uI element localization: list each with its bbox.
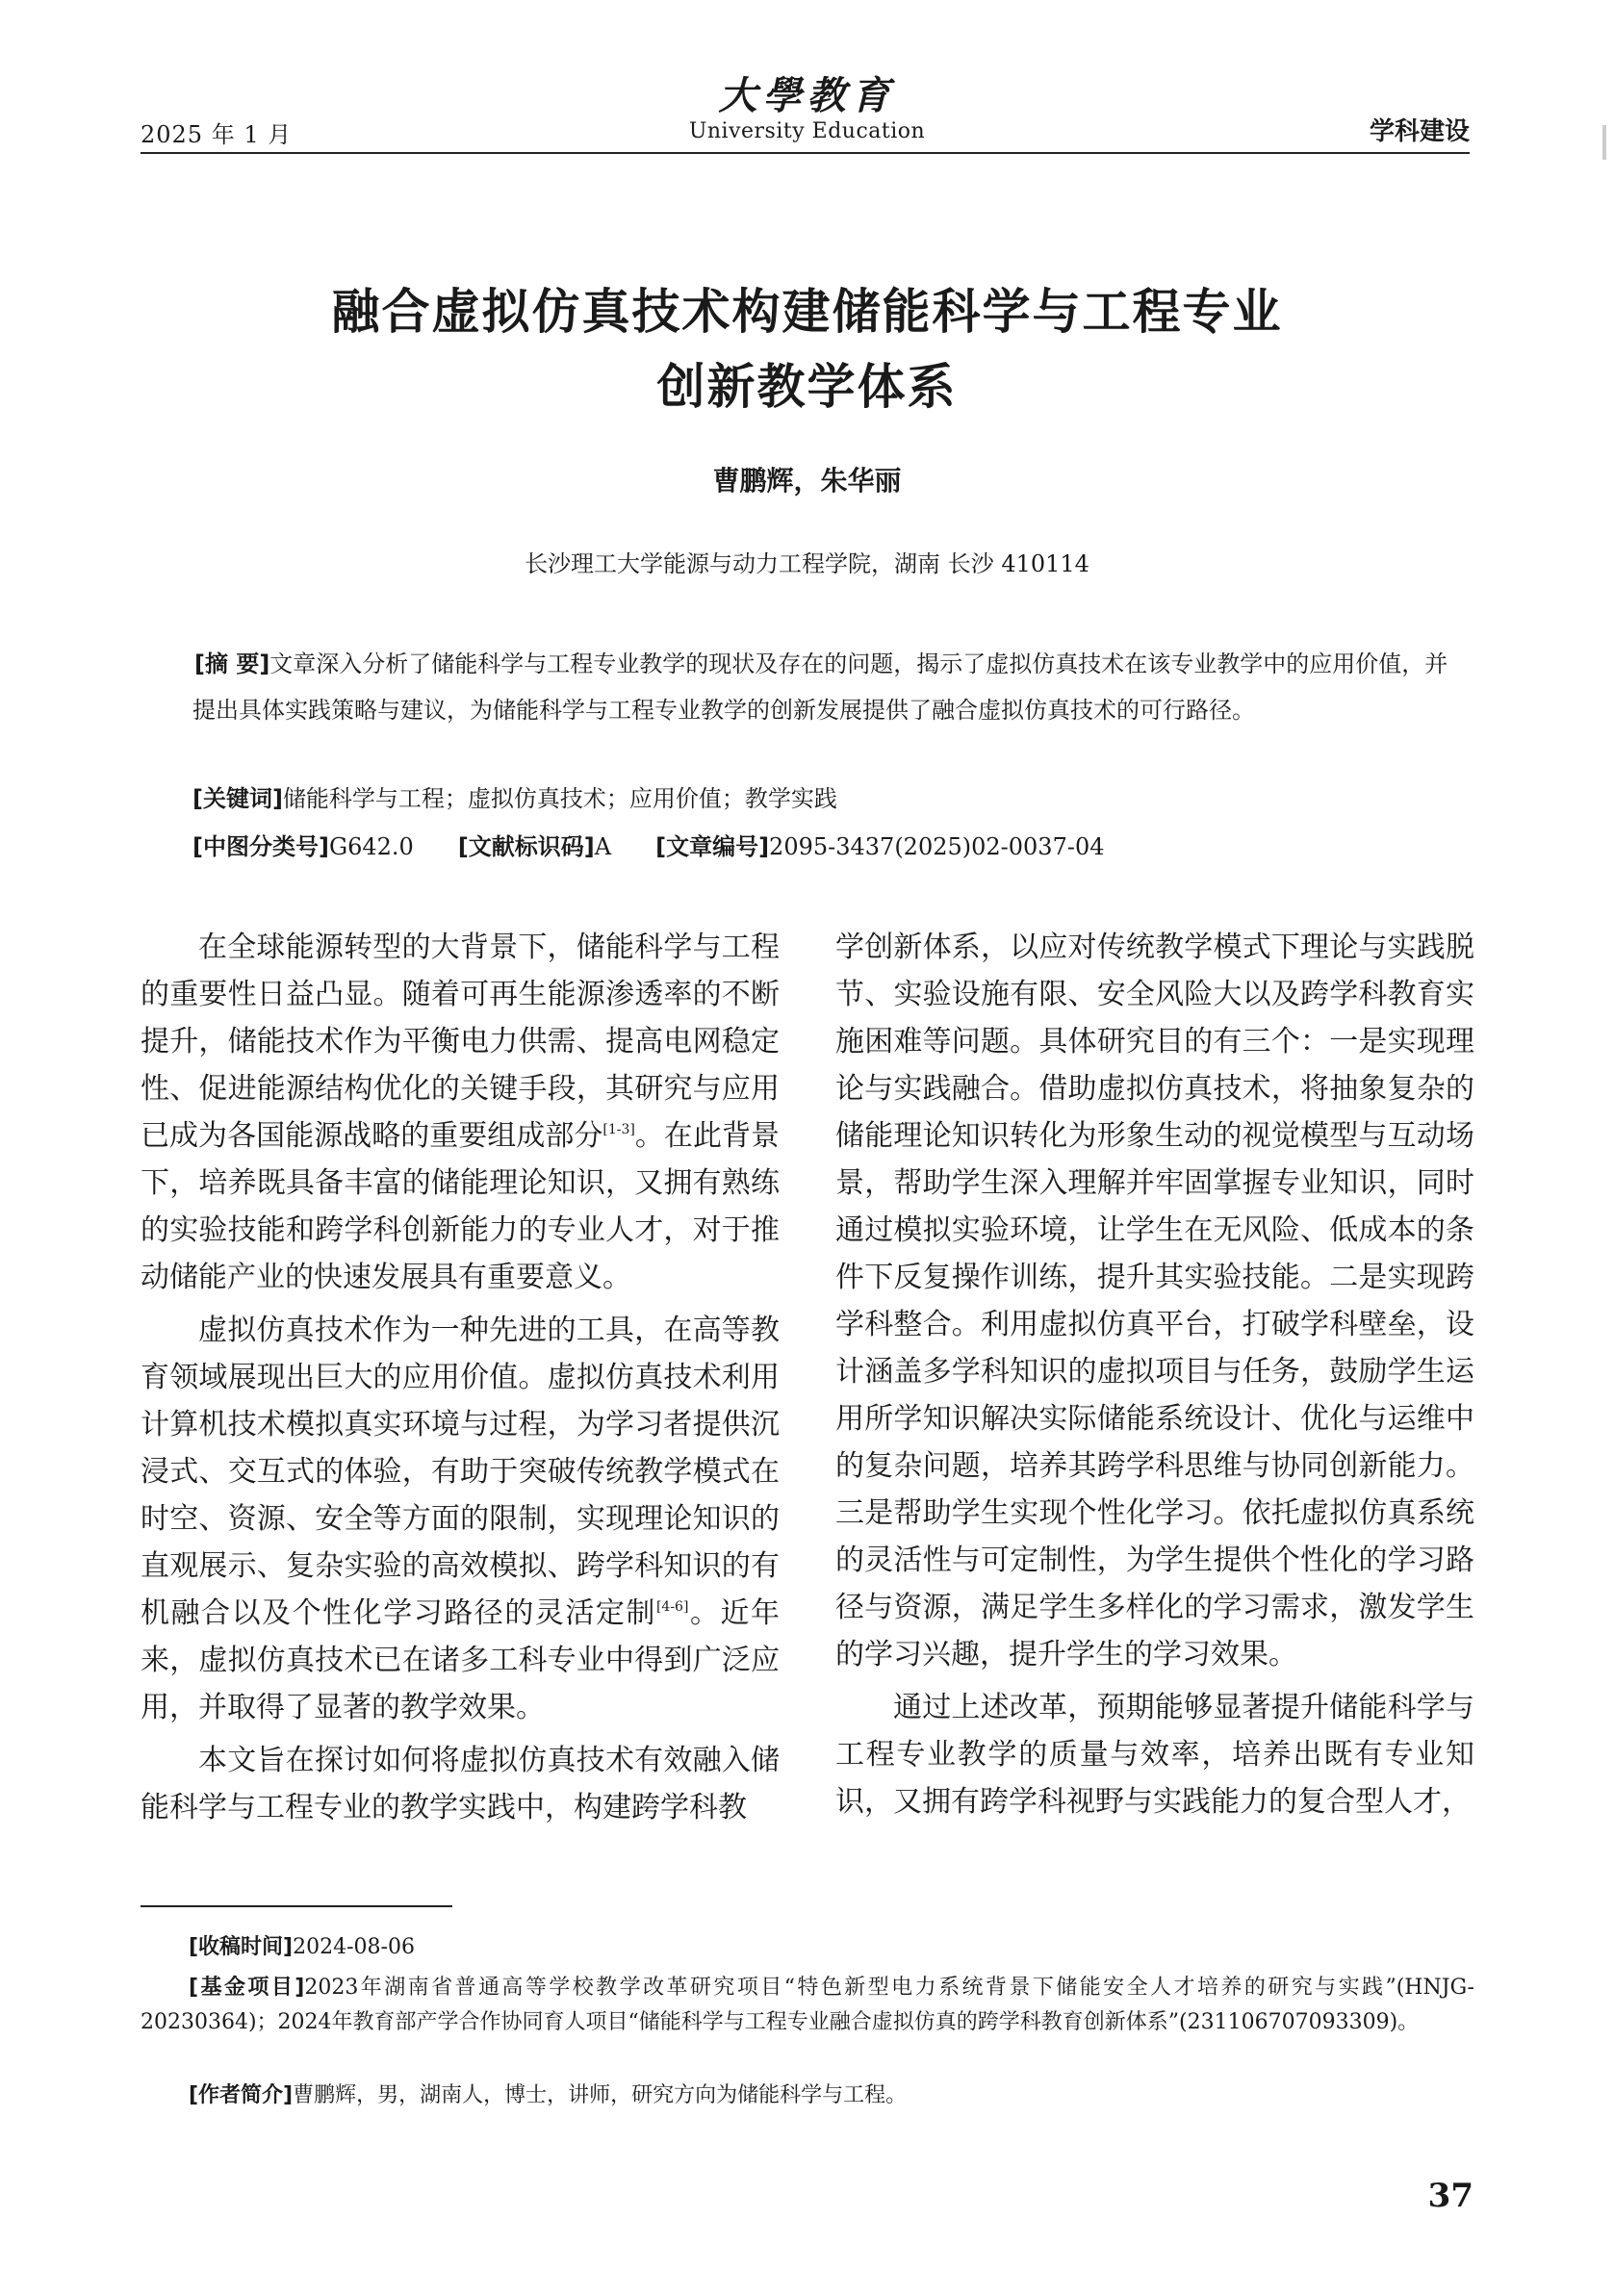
citation-ref: [1-3] — [602, 1122, 635, 1137]
footnote-fund — [141, 1971, 1474, 2040]
body-paragraph: 通过上述改革，预期能够显著提升储能科学与工程专业教学的质量与效率，培养出既有专业知识，又拥有跨学科视野与实践能力的复合型人才， — [835, 1691, 1474, 1819]
article-no-label: [文章编号] — [655, 833, 770, 860]
body-column-right — [835, 924, 1474, 1831]
doc-code-label: [文献标识码] — [457, 833, 595, 860]
paragraph-text: 在全球能源转型的大背景下，储能科学与工程的重要性日益凸显。随着可再生能源渗透率的不断提升，储能技术作为平衡电力供需、提高电网稳定性、促进能源结构优化的关键手段，其研究与应用已成为各国能源战略的重要组成部分 — [141, 931, 780, 1153]
footnote-received — [141, 1930, 1474, 1965]
article-no-value: 2095-3437(2025)02-0037-04 — [769, 833, 1105, 860]
journal-logo: 大學教育 — [718, 73, 896, 118]
section-name: 学科建设 — [1369, 117, 1470, 146]
body-paragraph — [141, 1307, 780, 1731]
classification-line — [192, 828, 1105, 861]
abstract — [192, 641, 1465, 733]
abstract-text: 文章深入分析了储能科学与工程专业教学的现状及存在的问题，揭示了虚拟仿真技术在该专业教学中的应用价值，并提出具体实践策略与建议，为储能科学与工程专业教学的创新发展提供了融合虚拟仿真技术的可行路径。 — [192, 651, 1448, 724]
page-edge-mark — [1602, 125, 1606, 160]
footnote-author — [141, 2079, 1474, 2113]
doc-code-value: A — [594, 833, 612, 860]
author-bio-label: [作者简介] — [189, 2083, 294, 2107]
received-label: [收稿时间] — [189, 1935, 294, 1959]
clc-value: G642.0 — [328, 833, 414, 860]
journal-english-name: University Education — [688, 119, 926, 143]
paragraph-text: 。近年来，虚拟仿真技术已在诸多工科专业中得到广泛应用，并取得了显著的教学效果。 — [141, 1596, 781, 1724]
received-date: 2024-08-06 — [293, 1935, 415, 1959]
article-authors: 曹鹏辉，朱华丽 — [712, 465, 902, 497]
body-paragraph: 学创新体系，以应对传统教学模式下理论与实践脱节、实验设施有限、安全风险大以及跨学科教育实施困难等问题。具体研究目的有三个：一是实现理论与实践融合。借助虚拟仿真技术，将抽象复杂的储能理论知识转化为形象生动的视觉模型与互动场景，帮助学生深入理解并牢固掌握专业知识，同时通过模拟实验环境，让学生在无风险、低成本的条件下反复操作训练，提升其实验技能。二是实现跨学科整合。利用虚拟仿真平台，打破学科壁垒，设计涵盖多学科知识的虚拟项目与任务，鼓励学生运用所学知识解决实际储能系统设计、优化与运维中的复杂问题，培养其跨学科思维与协同创新能力。三是帮助学生实现个性化学习。依托虚拟仿真系统的灵活性与可定制性，为学生提供个性化的学习路径与资源，满足学生多样化的学习需求，激发学生的学习兴趣，提升学生的学习效果。 — [835, 931, 1474, 1671]
clc-label: [中图分类号] — [192, 833, 329, 860]
citation-ref: [4-6] — [655, 1599, 689, 1615]
body-paragraph — [141, 924, 780, 1301]
fund-label: [基金项目] — [189, 1976, 305, 2000]
paragraph-text: 虚拟仿真技术作为一种先进的工具，在高等教育领域展现出巨大的应用价值。虚拟仿真技术利用计算机技术模拟真实环境与过程，为学习者提供沉浸式、交互式的体验，有助于突破传统教学模式在时空、资源、安全等方面的限制，实现理论知识的直观展示、复杂实验的高效模拟、跨学科知识的有机融合以及个性化学习路径的灵活定制 — [141, 1314, 780, 1630]
article-title-line-2: 创新教学体系 — [656, 359, 958, 415]
footnote-rule — [141, 1905, 452, 1907]
author-bio-text: 曹鹏辉，男，湖南人，博士，讲师，研究方向为储能科学与工程。 — [293, 2083, 908, 2107]
page-number: 37 — [1427, 2177, 1473, 2215]
keywords-text: 储能科学与工程；虚拟仿真技术；应用价值；教学实践 — [282, 785, 837, 812]
article-title-line-1: 融合虚拟仿真技术构建储能科学与工程专业 — [331, 284, 1283, 340]
body-column-left — [141, 924, 780, 1837]
header-rule — [141, 152, 1470, 154]
issue-date: 2025 年 1 月 — [141, 121, 293, 148]
keywords-label: [关键词] — [192, 785, 283, 812]
body-paragraph: 本文旨在探讨如何将虚拟仿真技术有效融入储能科学与工程专业的教学实践中，构建跨学科教 — [141, 1744, 780, 1824]
paragraph-text: 。在此背景下，培养既具备丰富的储能理论知识，又拥有熟练的实验技能和跨学科创新能力的专业人才，对于推动储能产业的快速发展具有重要意义。 — [141, 1119, 781, 1294]
author-affiliation: 长沙理工大学能源与动力工程学院，湖南 长沙 410114 — [525, 550, 1089, 577]
fund-text: 2023年湖南省普通高等学校教学改革研究项目“特色新型电力系统背景下储能安全人才培养的研究与实践”(HNJG-20230364)；2024年教育部产学合作协同育人项目“储能科学与工程专业融合虚拟仿真的跨学科教育创新体系”(231106707093309)。 — [141, 1976, 1474, 2034]
keywords — [192, 779, 837, 813]
abstract-label: [摘 要] — [194, 651, 270, 677]
